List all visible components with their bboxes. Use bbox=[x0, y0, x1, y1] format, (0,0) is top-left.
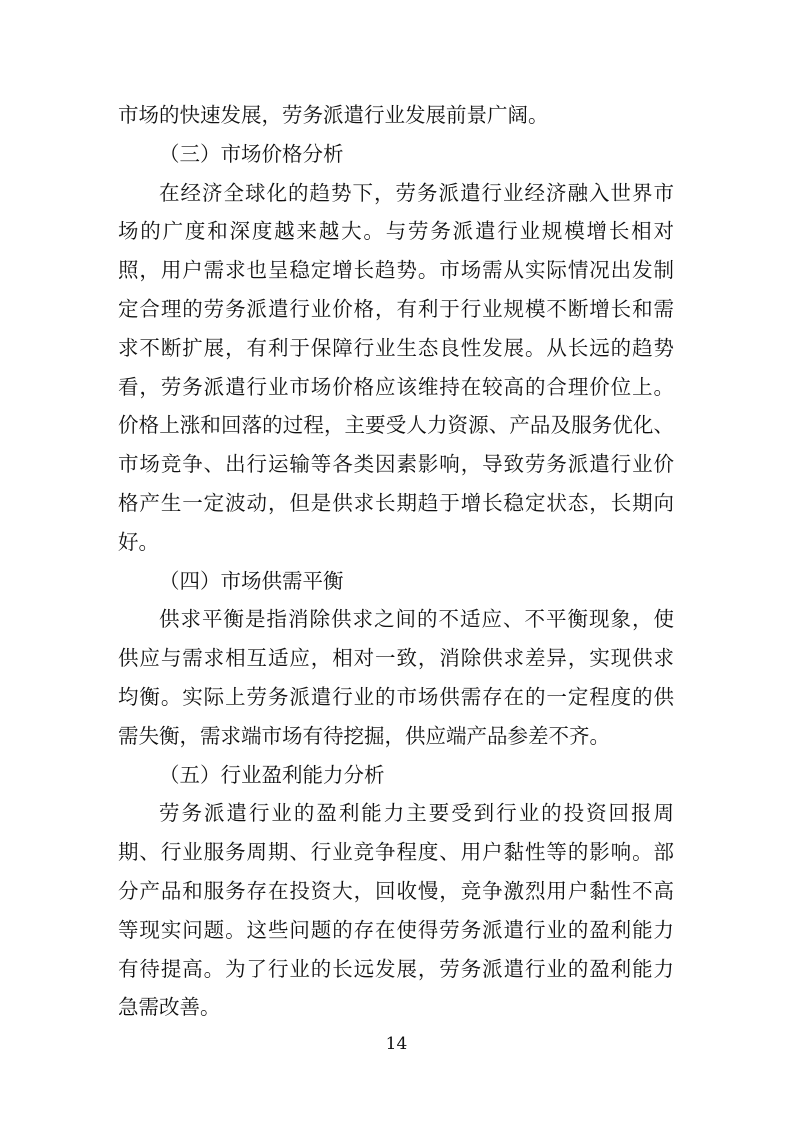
text-line: 等现实问题。这些问题的存在使得劳务派遣行业的盈利能力 bbox=[118, 917, 674, 942]
section-heading-market-price: （三）市场价格分析 bbox=[159, 141, 344, 166]
text-line: 好。 bbox=[118, 529, 159, 554]
text-line: 市场的快速发展，劳务派遣行业发展前景广阔。 bbox=[118, 103, 549, 127]
text-line: 市场竞争、出行运输等各类因素影响，导致劳务派遣行业价 bbox=[118, 452, 674, 477]
paragraph-supply-demand bbox=[118, 600, 674, 755]
text-line: 定合理的劳务派遣行业价格，有利于行业规模不断增长和需 bbox=[118, 296, 674, 321]
text-line: 照，用户需求也呈稳定增长趋势。市场需从实际情况出发制 bbox=[118, 258, 674, 283]
page-number: 14 bbox=[385, 1034, 408, 1054]
text-line: 格产生一定波动，但是供求长期趋于增长稳定状态，长期向 bbox=[118, 490, 674, 515]
text-line: 场的广度和深度越来越大。与劳务派遣行业规模增长相对 bbox=[118, 219, 674, 244]
text-line: 分产品和服务存在投资大，回收慢，竞争激烈用户黏性不高 bbox=[118, 878, 674, 903]
document-body bbox=[118, 96, 674, 1027]
section-heading-supply-demand: （四）市场供需平衡 bbox=[159, 568, 344, 593]
text-line: 在经济全球化的趋势下，劳务派遣行业经济融入世界市 bbox=[159, 180, 674, 205]
paragraph-profitability bbox=[118, 794, 674, 1027]
text-line: 价格上涨和回落的过程，主要受人力资源、产品及服务优化、 bbox=[118, 413, 674, 438]
paragraph-market-price bbox=[118, 174, 674, 562]
text-line: 求不断扩展，有利于保障行业生态良性发展。从长远的趋势 bbox=[118, 335, 674, 360]
text-line: 看，劳务派遣行业市场价格应该维持在较高的合理价位上。 bbox=[118, 374, 674, 399]
text-line: 需失衡，需求端市场有待挖掘，供应端产品参差不齐。 bbox=[118, 723, 610, 748]
text-line: 均衡。实际上劳务派遣行业的市场供需存在的一定程度的供 bbox=[118, 684, 674, 709]
text-line: 有待提高。为了行业的长远发展，劳务派遣行业的盈利能力 bbox=[118, 956, 674, 981]
text-line: 期、行业服务周期、行业竞争程度、用户黏性等的影响。部 bbox=[118, 840, 674, 865]
section-heading-profitability: （五）行业盈利能力分析 bbox=[159, 762, 385, 787]
text-line: 急需改善。 bbox=[118, 995, 221, 1020]
text-line: 供应与需求相互适应，相对一致，消除供求差异，实现供求 bbox=[118, 646, 674, 671]
paragraph-market-outlook bbox=[118, 96, 674, 135]
text-line: 劳务派遣行业的盈利能力主要受到行业的投资回报周 bbox=[159, 801, 674, 826]
text-line: 供求平衡是指消除供求之间的不适应、不平衡现象，使 bbox=[159, 607, 674, 632]
